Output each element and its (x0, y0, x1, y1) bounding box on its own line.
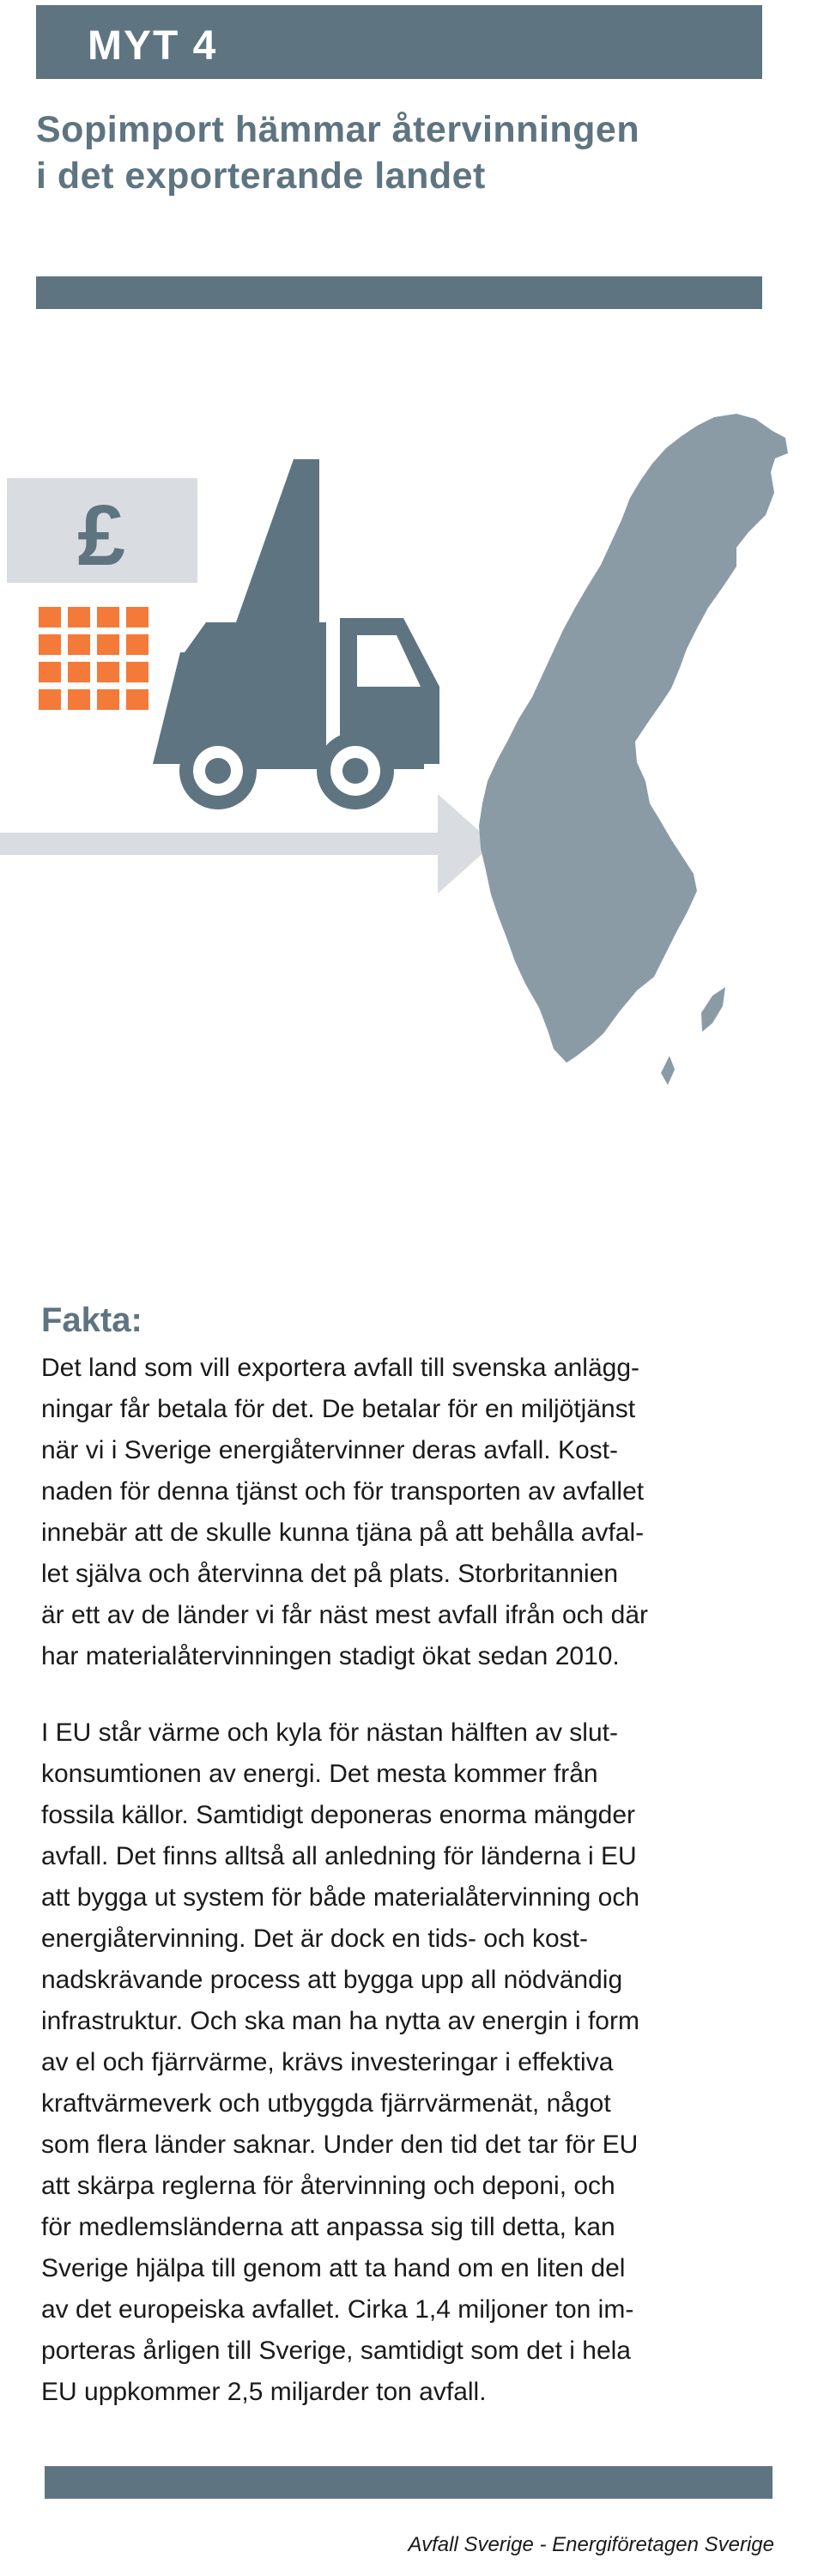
text-line: porteras årligen till Sverige, samtidigt som det i hela (41, 2337, 631, 2365)
pound-sign-icon (7, 478, 197, 584)
text-line: när vi i Sverige energiåtervinner deras avfall. Kost- (41, 1436, 618, 1464)
text-line: innebär att de skulle kunna tjäna på att behålla avfal- (41, 1518, 645, 1547)
text-line: infrastruktur. Och ska man ha nytta av energin i form (41, 2007, 639, 2035)
text-line: naden för denna tjänst och för transporten av avfallet (41, 1477, 645, 1506)
text-line: att bygga ut system för både materialåtervinning och (41, 1883, 640, 1912)
text-line: har materialåtervinningen stadigt ökat sedan 2010. (41, 1642, 620, 1670)
headline (36, 106, 774, 199)
text-line: nadskrävande process att bygga upp all nödvändig (41, 1966, 623, 1994)
text-line: som flera länder saknar. Under den tid det tar för EU (41, 2131, 639, 2159)
text-line: ningar får betala för det. De betalar för en miljötjänst (41, 1395, 636, 1423)
headline-line: i det exporterande landet (36, 155, 486, 197)
text-line: Sverige hjälpa till genom att ta hand om en liten del (41, 2254, 626, 2282)
text-line: Det land som vill exportera avfall till svenska anlägg- (41, 1354, 639, 1382)
footer-credit: Avfall Sverige - Energiföretagen Sverige (408, 2533, 774, 2556)
facts-paragraph (41, 1712, 772, 2413)
divider-bar (36, 276, 762, 309)
text-line: att skärpa reglerna för återvinning och deponi, och (41, 2172, 615, 2200)
facts-heading: Fakta: (41, 1301, 142, 1339)
text-line: för medlemsländerna att anpassa sig till detta, kan (41, 2213, 615, 2241)
text-line: I EU står värme och kyla för nästan hälften av slut- (41, 1718, 618, 1747)
facts-paragraph (41, 1348, 772, 1677)
text-line: kraftvärmeverk och utbyggda fjärrvärmenät, något (41, 2089, 611, 2118)
myth-banner (36, 5, 762, 79)
arrow-right-icon (0, 794, 494, 894)
text-line: energiåtervinning. Det är dock en tids- och kost- (41, 1924, 588, 1953)
divider-bar (45, 2466, 772, 2499)
text-line: fossila källor. Samtidigt deponeras enorma mängder (41, 1801, 636, 1829)
headline-line: Sopimport hämmar återvinningen (36, 109, 640, 150)
text-line: avfall. Det finns alltså all anledning för länderna i EU (41, 1842, 637, 1870)
myth-label: MYT 4 (88, 23, 218, 69)
text-line: av det europeiska avfallet. Cirka 1,4 miljoner ton im- (41, 2295, 634, 2324)
currency-symbol: £ (77, 488, 125, 584)
text-line: är ett av de länder vi får näst mest avfall ifrån och där (41, 1601, 649, 1629)
text-line: EU uppkommer 2,5 miljarder ton avfall. (41, 2378, 487, 2406)
text-line: av el och fjärrvärme, krävs investeringar i effektiva (41, 2048, 614, 2076)
text-line: let själva och återvinna det på plats. Storbritannien (41, 1560, 619, 1588)
waste-grid-icon (39, 607, 148, 710)
sweden-map-icon (479, 414, 788, 1085)
waste-export-illustration (0, 403, 824, 1253)
text-line: konsumtionen av energi. Det mesta kommer från (41, 1760, 598, 1788)
